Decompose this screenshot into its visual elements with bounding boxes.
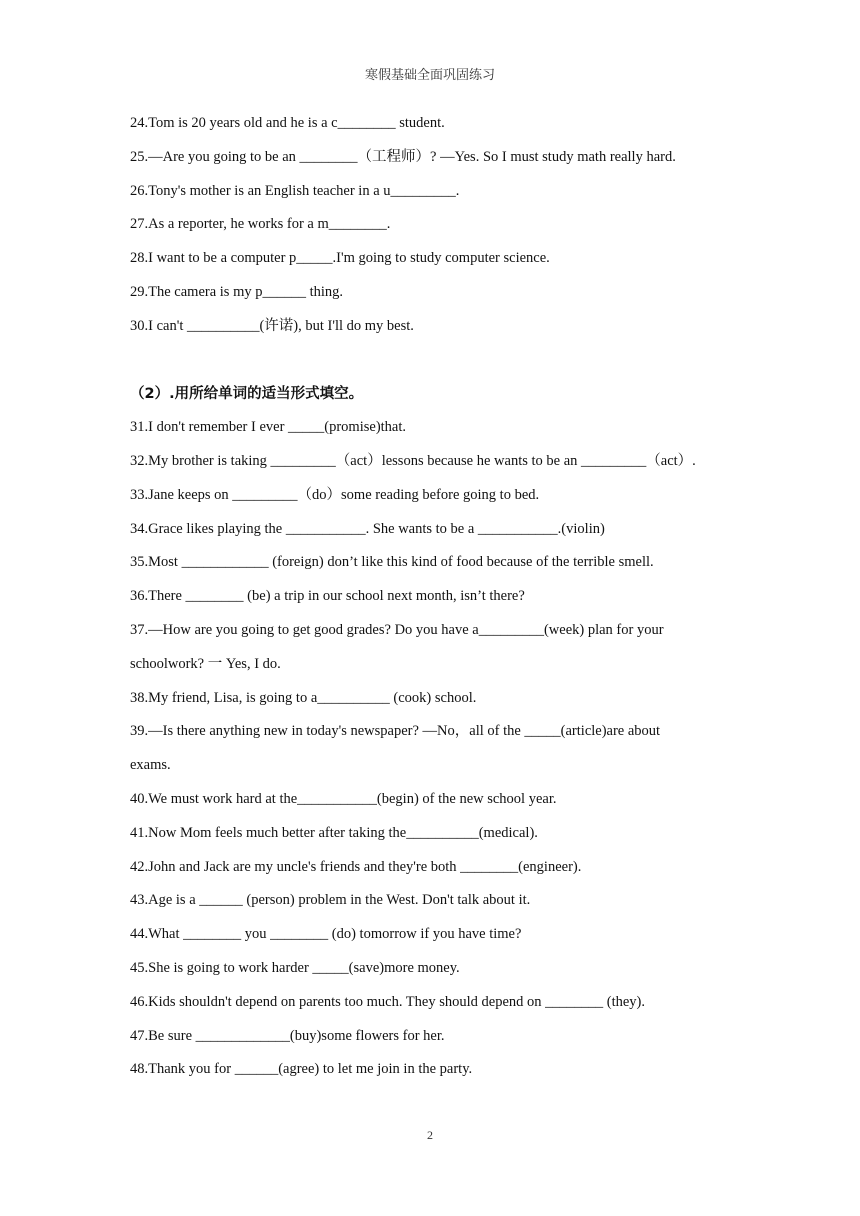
question-line: 26.Tony's mother is an English teacher in a u_________. — [130, 183, 460, 199]
question-line: 42.John and Jack are my uncle's friends and they're both ________(engineer). — [130, 859, 582, 875]
question-line: 29.The camera is my p______ thing. — [130, 284, 344, 300]
question-line: 34.Grace likes playing the ___________. She wants to be a ___________.(violin) — [130, 521, 605, 537]
question-line-continuation: schoolwork? 一 Yes, I do. — [130, 656, 281, 672]
question-line: 35.Most ____________ (foreign) don’t like this kind of food because of the terrible smell. — [130, 554, 654, 570]
question-line: 41.Now Mom feels much better after taking the__________(medical). — [130, 825, 538, 841]
question-line: 39.—Is there anything new in today's newspaper? —No，all of the _____(article)are about — [130, 723, 661, 739]
question-line: 47.Be sure _____________(buy)some flowers for her. — [130, 1028, 445, 1044]
question-line: 45.She is going to work harder _____(save)more money. — [130, 960, 460, 976]
question-line: 40.We must work hard at the___________(begin) of the new school year. — [130, 791, 557, 807]
question-line: 46.Kids shouldn't depend on parents too much. They should depend on ________ (they). — [130, 994, 646, 1010]
question-line: 36.There ________ (be) a trip in our school next month, isn’t there? — [130, 588, 525, 604]
question-line: 38.My friend, Lisa, is going to a__________ (cook) school. — [130, 690, 477, 706]
question-line: 28.I want to be a computer p_____.I'm going to study computer science. — [130, 250, 550, 266]
question-line: 48.Thank you for ______(agree) to let me join in the party. — [130, 1061, 473, 1077]
question-line: 30.I can't __________(许诺), but I'll do my best. — [130, 318, 414, 334]
question-line: 43.Age is a ______ (person) problem in the West. Don't talk about it. — [130, 892, 531, 908]
question-line: 37.—How are you going to get good grades? Do you have a_________(week) plan for your — [130, 622, 664, 638]
question-line: 33.Jane keeps on _________（do）some reading before going to bed. — [130, 487, 540, 503]
question-line: 31.I don't remember I ever _____(promise)that. — [130, 419, 407, 435]
question-line: 27.As a reporter, he works for a m________. — [130, 216, 391, 232]
section-heading: （2）.用所给单词的适当形式填空。 — [130, 386, 364, 402]
question-line: 32.My brother is taking _________（act）lessons because he wants to be an _________（act）. — [130, 453, 696, 469]
page-header: 寒假基础全面巩固练习 — [364, 67, 495, 82]
question-line: 44.What ________ you ________ (do) tomorrow if you have time? — [130, 926, 522, 942]
page-number: 2 — [427, 1128, 433, 1142]
question-line: 25.—Are you going to be an ________（工程师）? —Yes. So I must study math really hard. — [130, 149, 676, 165]
question-line: 24.Tom is 20 years old and he is a c________ student. — [130, 115, 445, 131]
question-line-continuation: exams. — [130, 757, 171, 773]
